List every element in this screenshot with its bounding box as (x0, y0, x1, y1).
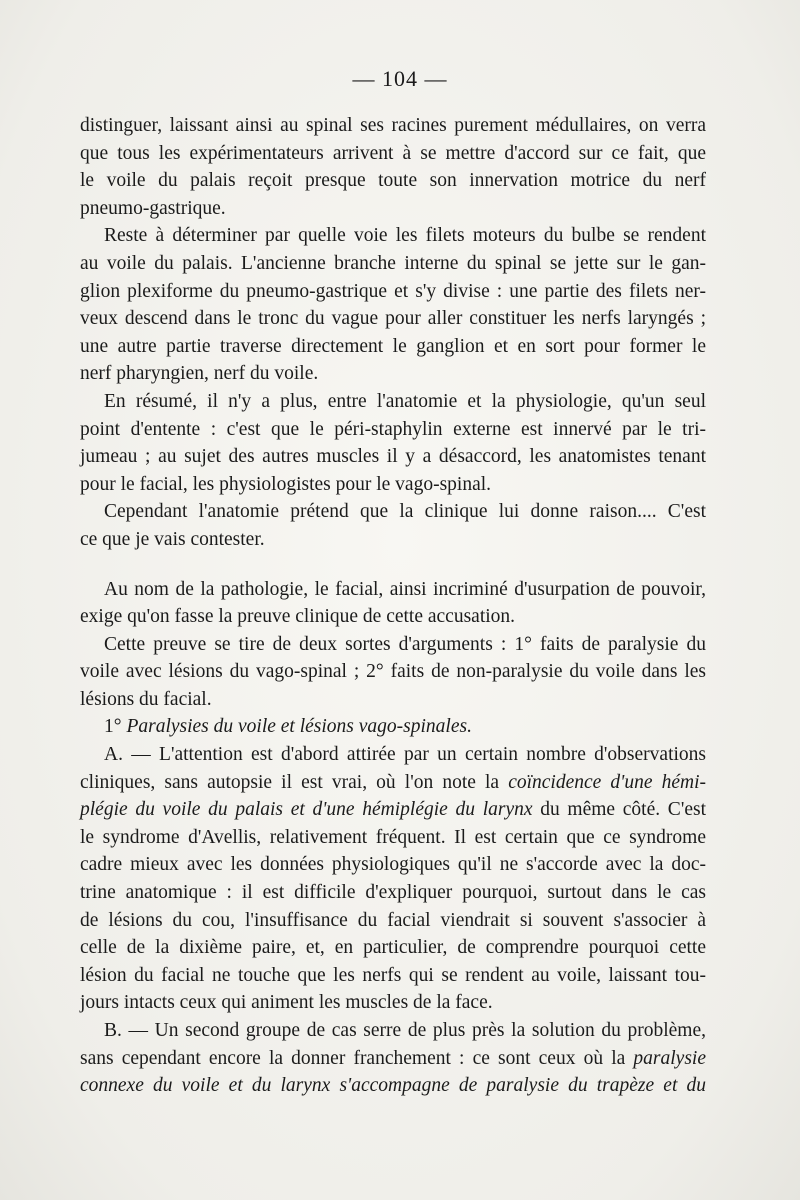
italic-run: paralysie (633, 1047, 706, 1069)
text-line: ce que je vais contester. (80, 528, 265, 550)
text-line: de lésions du cou, l'insuffisance du facial viendrait si souvent s'associer à (80, 909, 706, 931)
text-line (80, 796, 706, 824)
text-line: cadre mieux avec les données physiologiques qu'il ne s'accorde avec la doc- (80, 854, 706, 876)
paragraph-2 (80, 222, 706, 388)
paragraph-a (80, 741, 706, 1017)
text-line: A. — L'attention est d'abord attirée par un certain nombre d'observations (104, 744, 706, 766)
paragraph-6 (80, 631, 706, 714)
text-line: Cette preuve se tire de deux sortes d'arguments : 1° faits de paralysie du (104, 633, 706, 655)
text-line: pneumo-gastrique. (80, 197, 226, 219)
text-line: le voile du palais reçoit presque toute son innervation motrice du nerf (80, 170, 706, 192)
text-line: Cependant l'anatomie prétend que la clinique lui donne raison.... C'est (104, 501, 706, 523)
text-line (80, 769, 706, 797)
paragraph-5 (80, 576, 706, 631)
text-line: voile avec lésions du vago-spinal ; 2° faits de non-paralysie du voile dans les (80, 661, 706, 683)
section-number: 1° (104, 716, 122, 738)
section-title: Paralysies du voile et lésions vago-spinales. (126, 716, 472, 738)
text-line: pour le facial, les physiologistes pour le vago-spinal. (80, 473, 492, 495)
text-run: cliniques, sans autopsie il est vrai, où l'on note la (80, 771, 509, 793)
text-line: jumeau ; au sujet des autres muscles il y a désaccord, les anatomistes tenant (80, 446, 706, 468)
body-text (80, 112, 706, 1100)
text-line: trine anatomique : il est difficile d'expliquer pourquoi, surtout dans le cas (80, 882, 706, 904)
paragraph-4 (80, 498, 706, 553)
paragraph-1 (80, 112, 706, 222)
text-line: au voile du palais. L'ancienne branche interne du spinal se jette sur le gan- (80, 252, 706, 274)
italic-run: connexe du voile et du larynx s'accompagne de paralysie du trapèze et du (80, 1075, 706, 1097)
text-line (80, 1045, 706, 1073)
italic-run: plégie du voile du palais et d'une hémiplégie du larynx (80, 799, 533, 821)
text-line: nerf pharyngien, nerf du voile. (80, 363, 319, 385)
text-line: que tous les expérimentateurs arrivent à se mettre d'accord sur ce fait, que (80, 142, 706, 164)
text-line: En résumé, il n'y a plus, entre l'anatomie et la physiologie, qu'un seul (104, 390, 706, 412)
text-line (80, 1072, 706, 1100)
text-line: jours intacts ceux qui animent les muscles de la face. (80, 992, 493, 1014)
text-line: point d'entente : c'est que le péri-staphylin externe est innervé par le tri- (80, 418, 706, 440)
italic-run: coïncidence d'une hémi- (508, 771, 707, 793)
text-run: du même côté. C'est (532, 799, 706, 821)
text-line: Au nom de la pathologie, le facial, ainsi incriminé d'usurpation de pouvoir, (104, 578, 706, 600)
paragraph-b (80, 1017, 706, 1100)
text-line: veux descend dans le tronc du vague pour aller constituer les nerfs laryngés ; (80, 308, 706, 330)
section-heading (80, 713, 706, 741)
text-line: glion plexiforme du pneumo-gastrique et s'y divise : une partie des filets ner- (80, 280, 706, 302)
text-line: une autre partie traverse directement le ganglion et en sort pour former le (80, 335, 706, 357)
page-number: — 104 — (352, 66, 448, 91)
text-line: le syndrome d'Avellis, relativement fréquent. Il est certain que ce syndrome (80, 826, 706, 848)
text-line: distinguer, laissant ainsi au spinal ses racines purement médullaires, on verra (80, 115, 706, 136)
text-line: celle de la dixième paire, et, en particulier, de comprendre pourquoi cette (80, 937, 706, 959)
text-line: Reste à déterminer par quelle voie les filets moteurs du bulbe se rendent (104, 225, 706, 247)
paragraph-3 (80, 388, 706, 498)
text-line: exige qu'on fasse la preuve clinique de cette accusation. (80, 606, 516, 628)
text-line: lésions du facial. (80, 688, 212, 710)
text-line: lésion du facial ne touche que les nerfs qui se rendent au voile, laissant tou- (80, 964, 706, 986)
text-run: sans cependant encore la donner franchement : ce sont ceux où la (80, 1047, 634, 1069)
text-line: B. — Un second groupe de cas serre de plus près la solution du problème, (104, 1020, 706, 1041)
